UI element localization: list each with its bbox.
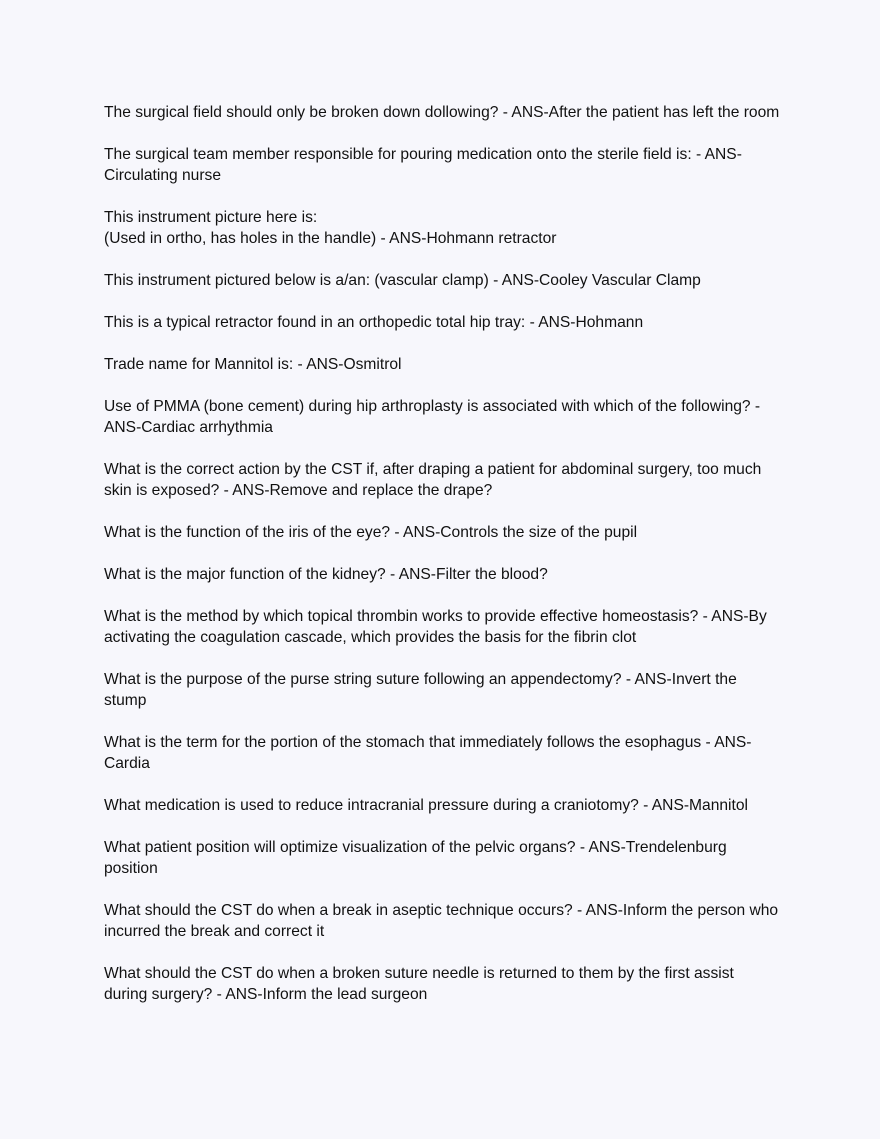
qa-item: This instrument pictured below is a/an: (vascular clamp) - ANS-Cooley Vascular Clamp <box>104 272 701 289</box>
qa-item: What medication is used to reduce intracranial pressure during a craniotomy? - ANS-Mannitol <box>104 797 748 814</box>
qa-item: This instrument picture here is: (Used in ortho, has holes in the handle) - ANS-Hohmann retractor <box>104 209 557 247</box>
qa-item: What is the major function of the kidney? - ANS-Filter the blood? <box>104 566 548 583</box>
qa-item: Trade name for Mannitol is: - ANS-Osmitrol <box>104 356 402 373</box>
qa-item: What is the method by which topical thrombin works to provide effective homeostasis? - ANS-By activating the coagulation cascade, which provides the basis for the fibrin clot <box>104 608 772 646</box>
qa-item: Use of PMMA (bone cement) during hip arthroplasty is associated with which of the following? - ANS-Cardiac arrhythmia <box>104 398 764 436</box>
qa-item: What is the function of the iris of the eye? - ANS-Controls the size of the pupil <box>104 524 638 541</box>
qa-item: What is the term for the portion of the stomach that immediately follows the esophagus - ANS-Cardia <box>104 734 752 772</box>
qa-item: What is the correct action by the CST if, after draping a patient for abdominal surgery, too much skin is exposed? - ANS-Remove and replace the drape? <box>104 461 766 499</box>
qa-item: What patient position will optimize visualization of the pelvic organs? - ANS-Trendelenburg position <box>104 839 731 877</box>
qa-item: The surgical field should only be broken down dollowing? - ANS-After the patient has left the room <box>104 104 780 121</box>
qa-item: This is a typical retractor found in an orthopedic total hip tray: - ANS-Hohmann <box>104 314 644 331</box>
qa-item: The surgical team member responsible for pouring medication onto the sterile field is: - ANS-Circulating nurse <box>104 146 742 184</box>
qa-item: What should the CST do when a broken suture needle is returned to them by the first assist during surgery? - ANS-Inform the lead surgeon <box>104 965 739 1003</box>
qa-list <box>104 102 783 1026</box>
qa-item: What is the purpose of the purse string suture following an appendectomy? - ANS-Invert the stump <box>104 671 742 709</box>
qa-item: What should the CST do when a break in aseptic technique occurs? - ANS-Inform the person who incurred the break and correct it <box>104 902 783 940</box>
